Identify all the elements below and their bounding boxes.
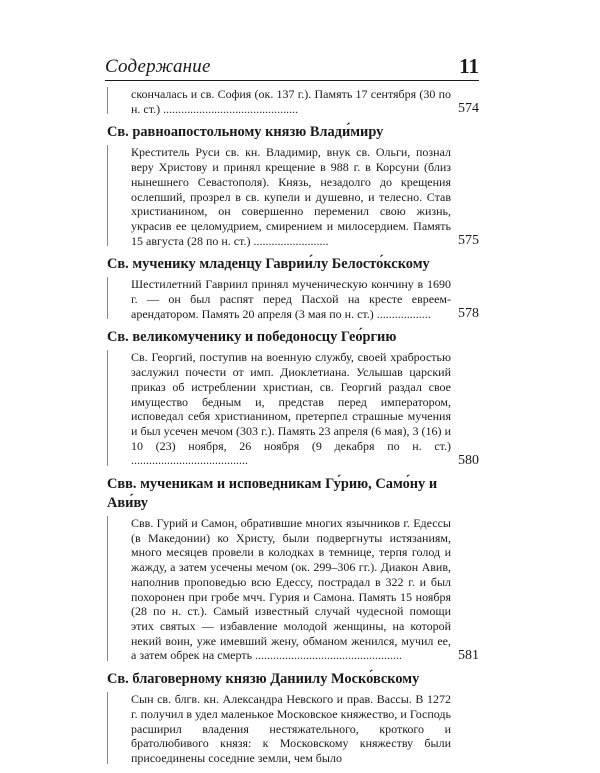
section-title: Содержание <box>105 56 211 77</box>
entry-page-number: 578 <box>458 306 479 322</box>
entry-rule <box>107 87 108 114</box>
toc-entry <box>105 123 479 248</box>
entry-page-number: 580 <box>458 453 479 469</box>
running-header <box>105 56 479 80</box>
entry-text: Свв. Гурий и Самон, обратившие многих язычников г. Едессы (в Македонии) ко Христу, были подвергнуты истязаниям, много месяцев провели в колодках в темнице, терпя голод и жажду, а затем усечены мечом (ок. 299–306 гг.). Диакон Авив, наполнив проповедью всю Едессу, пострадал в 322 г. и был похоронен при гробе мчч. Гурия и Самона. Память 15 ноября (28 по н. ст.). Самый известный случай чудесной помощи этих святых — избавление молодой женщины, на которой некий воин, уже имевший жену, обманом женился, мучил ее, а затем обрек на смерть ................................................. <box>131 516 451 663</box>
entry-rule <box>107 145 108 246</box>
entry-rule <box>107 516 108 661</box>
toc-entry <box>105 255 479 321</box>
entry-text: Шестилетний Гавриил принял мученическую кончину в 1690 г. — он был распят перед Пасхой на кресте евреем-арендатором. Память 20 апреля (3 мая по н. ст.) .................. <box>131 277 451 321</box>
toc-entry <box>105 87 479 116</box>
entry-page-number: 575 <box>458 233 479 249</box>
entry-text: Креститель Руси св. кн. Владимир, внук св. Ольги, познал веру Христову и принял крещение в 988 г. в Корсуни (близ нынешнего Севастополя). Князь, незадолго до крещения ослепший, прозрел в св. купели и душевно, и телесно. Став христианином, он совершенно переменил свою жизнь, украсив ее целомудрием, смирением и милосердием. Память 15 августа (28 по н. ст.) ......................... <box>131 145 451 248</box>
entry-title: Св. великомученику и победоносцу Гео́ргию <box>107 329 397 346</box>
entry-text: Св. Георгий, поступив на военную службу, своей храбростью заслужил почести от имп. Диоклетиана. Услышав царский приказ об истреблении христиан, св. Георгий раздал свое имущество бедным и, представ перед императором, исповедал себя христианином, претерпел страшные мучения и был усечен мечом (303 г.). Память 23 апреля (6 мая), 3 (16) и 10 (23) ноября, 26 ноября (9 декабря по н. ст.) ....................................... <box>131 350 451 468</box>
entry-text: Сын св. блгв. кн. Александра Невского и прав. Вассы. В 1272 г. получил в удел маленькое Московское княжество, и Господь расширил владения нестяжательного, кроткого и братолюбивого князя: к Московскому княжеству были присоединены соседние земли, чем было <box>131 692 451 765</box>
entry-title: Св. благоверному князю Даниилу Моско́вскому <box>107 671 420 688</box>
entry-title: Св. мученику младенцу Гаврии́лу Белосто́кскому <box>107 256 430 273</box>
entry-description <box>131 692 451 766</box>
entry-title: Свв. мученикам и исповедникам Гу́рию, Само́ну и Ави́ву <box>107 476 438 512</box>
header-rule <box>105 80 479 81</box>
entry-page-number: 581 <box>458 648 479 664</box>
entry-rule <box>107 277 108 319</box>
toc-entry <box>105 670 479 766</box>
entry-title: Св. равноапостольному князю Влади́миру <box>107 124 384 141</box>
toc-entry <box>105 475 479 663</box>
entry-description <box>131 350 451 468</box>
entry-description <box>131 516 451 663</box>
entry-rule <box>107 350 108 466</box>
entry-page-number: 574 <box>458 101 479 117</box>
entry-rule <box>107 692 108 764</box>
entry-text: скончалась и св. София (ок. 137 г.). Память 17 сентября (30 по н. ст.) ............................................. <box>131 87 451 116</box>
entry-description <box>131 87 451 116</box>
page-number: 11 <box>459 54 479 78</box>
toc-entry <box>105 328 479 468</box>
toc-list <box>105 87 479 773</box>
entry-description <box>131 277 451 321</box>
entry-description <box>131 145 451 248</box>
